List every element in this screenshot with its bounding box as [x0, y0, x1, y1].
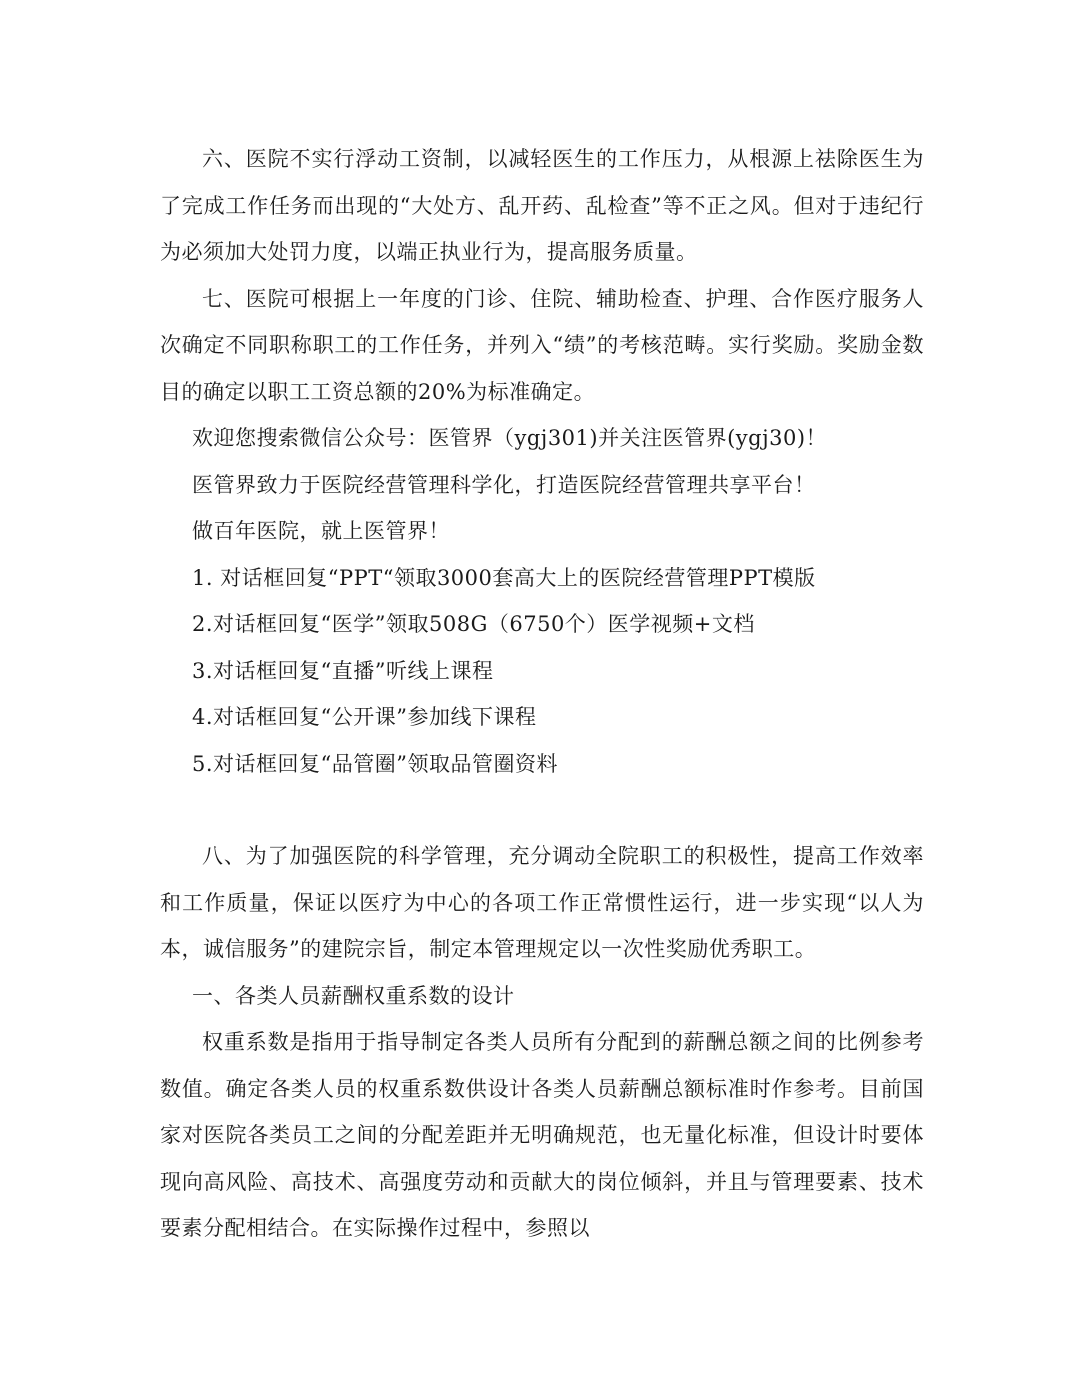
list-item: 1. 对话框回复“PPT“领取3000套高大上的医院经营管理PPT模版: [192, 565, 816, 590]
section-heading: 一、各类人员薪酬权重系数的设计: [192, 983, 515, 1008]
paragraph-eight: 八、为了加强医院的科学管理，充分调动全院职工的积极性，提高工作效率和工作质量，保证以医疗为中心的各项工作正常惯性运行，进一步实现“以人为本，诚信服务”的建院宗旨，制定本管理规定以一次性奖励优秀职工。: [160, 844, 924, 961]
list-item: 2.对话框回复“医学”领取508G（6750个）医学视频+文档: [192, 612, 755, 636]
mission-line: 医管界致力于医院经营管理科学化，打造医院经营管理共享平台！: [192, 472, 816, 497]
list-item: 4.对话框回复“公开课”参加线下课程: [192, 705, 537, 729]
paragraph-seven: 七、医院可根据上一年度的门诊、住院、辅助检查、护理、合作医疗服务人次确定不同职称职工的工作任务，并列入“绩”的考核范畴。实行奖励。奖励金数目的确定以职工工资总额的20%为标准确定。: [160, 286, 924, 404]
welcome-line: 欢迎您搜索微信公众号：医管界（ygj301)并关注医管界(ygj30)！: [192, 426, 828, 450]
paragraph-six: 六、医院不实行浮动工资制，以减轻医生的工作压力，从根源上祛除医生为了完成工作任务而出现的“大处方、乱开药、乱检查”等不正之风。但对于违纪行为必须加大处罚力度，以端正执业行为，提高服务质量。: [160, 147, 924, 264]
document-page: [160, 136, 924, 1252]
paragraph-weight-coefficient: 权重系数是指用于指导制定各类人员所有分配到的薪酬总额之间的比例参考数值。确定各类人员的权重系数供设计各类人员薪酬总额标准时作参考。目前国家对医院各类员工之间的分配差距并无明确规范，也无量化标准，但设计时要体现向高风险、高技术、高强度劳动和贡献大的岗位倾斜，并且与管理要素、技术要素分配相结合。在实际操作过程中，参照以: [160, 1030, 924, 1240]
blank-spacer: [160, 787, 924, 833]
slogan-line: 做百年医院，就上医管界！: [192, 519, 450, 543]
list-item: 5.对话框回复“品管圈”领取品管圈资料: [192, 751, 559, 776]
list-item: 3.对话框回复“直播”听线上课程: [192, 658, 494, 683]
